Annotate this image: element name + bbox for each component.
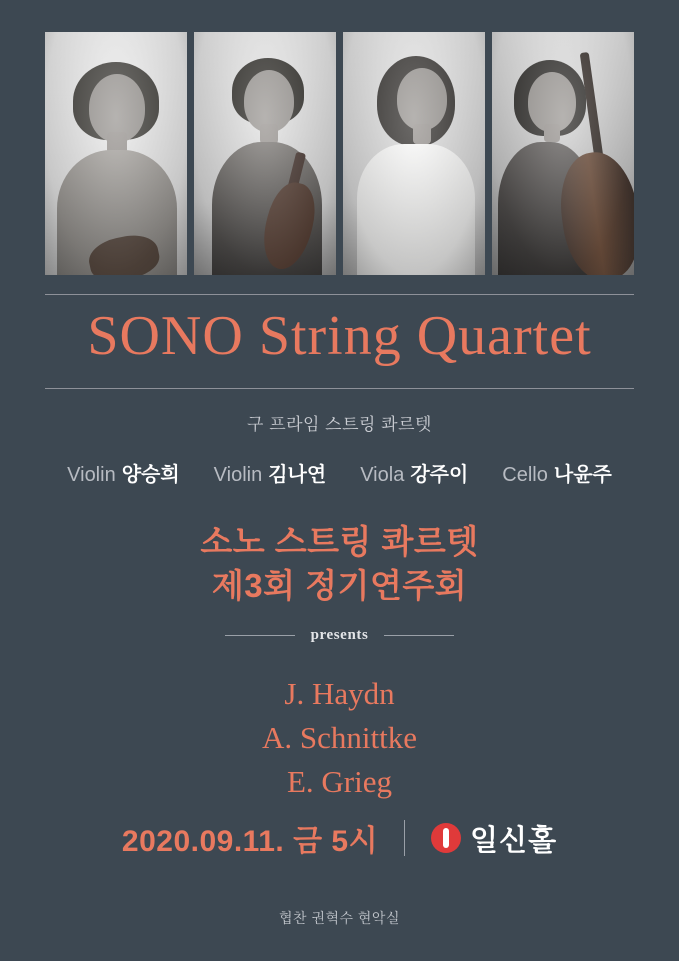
concert-title	[0, 520, 679, 607]
performer-photo-strip	[45, 32, 634, 275]
performer-photo	[194, 32, 336, 275]
member-role: Cello	[502, 464, 548, 486]
member-item	[67, 458, 180, 487]
photo-vignette	[343, 32, 485, 275]
program-composers	[0, 672, 679, 804]
sponsor-credit: 협찬 권혁수 현악실	[279, 910, 400, 926]
divider-top	[45, 294, 634, 295]
member-list	[0, 458, 679, 487]
presents-label: presents	[310, 627, 369, 643]
photo-vignette	[492, 32, 634, 275]
venue-block	[431, 818, 557, 859]
composer-item: A. Schnittke	[262, 720, 417, 756]
date-venue-row	[0, 816, 679, 860]
concert-title-line-1: 소노 스트링 콰르텟	[200, 523, 479, 560]
member-item	[360, 458, 468, 487]
presents-rule-left	[225, 635, 295, 636]
member-item	[502, 458, 612, 487]
ensemble-title: SONO String Quartet	[87, 305, 592, 367]
performer-photo	[45, 32, 187, 275]
concert-title-line-2: 제3회 정기연주회	[211, 566, 468, 604]
performer-photo	[492, 32, 634, 275]
presents-rule-right	[384, 635, 454, 636]
member-name: 강주이	[410, 464, 469, 486]
member-role: Violin	[213, 464, 263, 486]
member-role: Violin	[67, 464, 116, 486]
photo-vignette	[45, 32, 187, 275]
presents-row	[0, 627, 679, 644]
former-name-subtitle: 구 프라임 스트링 콰르텟	[247, 415, 432, 434]
venue-logo-icon	[431, 823, 461, 853]
member-name: 김나연	[268, 464, 327, 486]
composer-item: J. Haydn	[284, 676, 395, 711]
member-name: 양승희	[121, 464, 180, 486]
photo-vignette	[194, 32, 336, 275]
performer-photo	[343, 32, 485, 275]
member-role: Viola	[360, 464, 405, 486]
divider-bottom	[45, 388, 634, 389]
venue-name: 일신홀	[470, 824, 558, 857]
concert-date: 2020.09.11. 금 5시	[121, 825, 379, 858]
member-name: 나윤주	[553, 464, 612, 486]
member-item	[214, 458, 327, 487]
vertical-divider	[404, 820, 405, 856]
composer-item: E. Grieg	[286, 764, 393, 800]
